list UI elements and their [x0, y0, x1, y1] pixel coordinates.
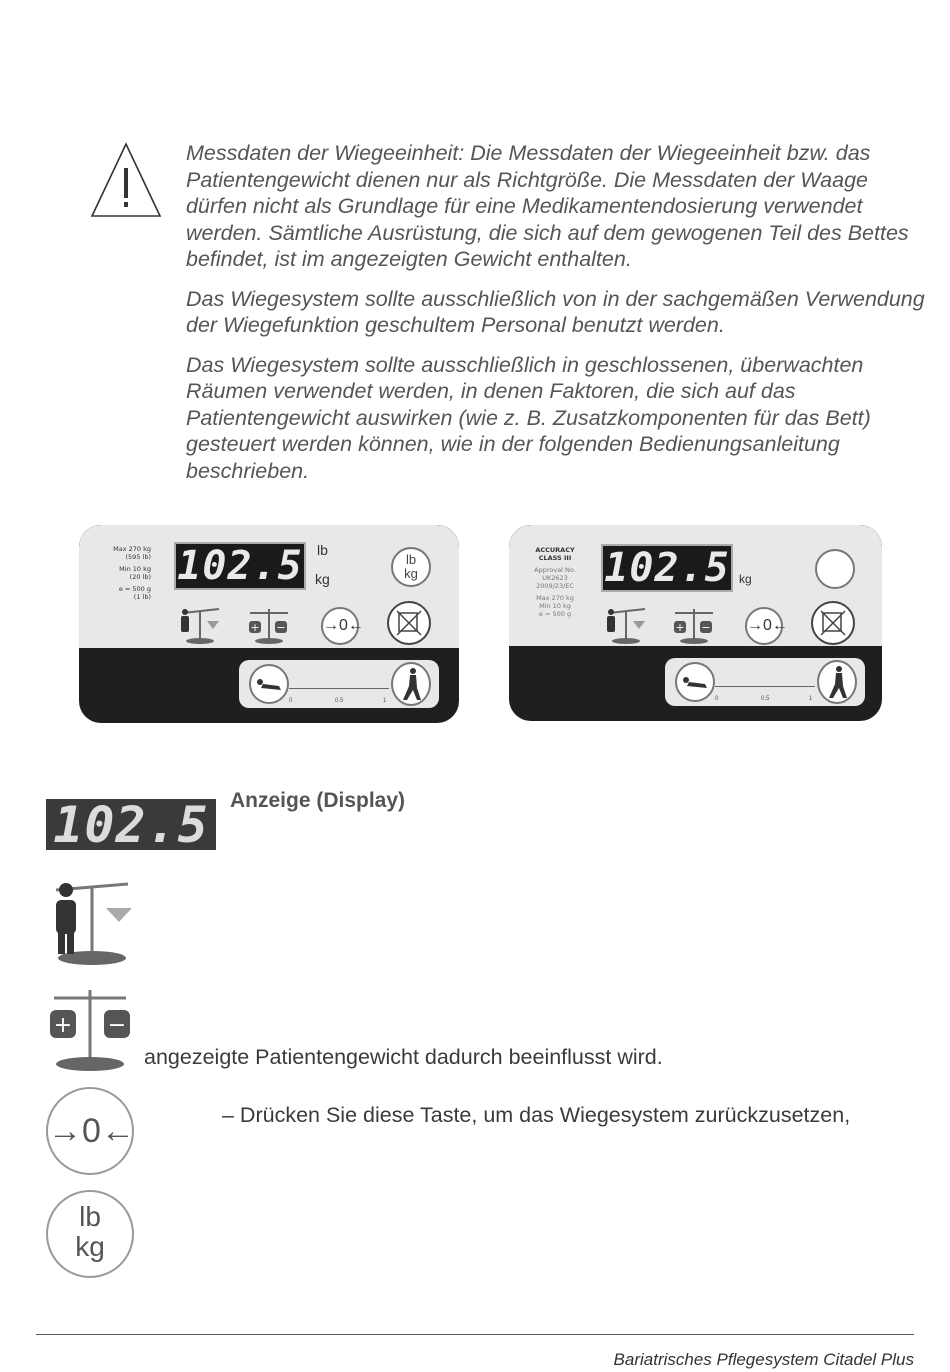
footer-rule — [36, 1334, 914, 1335]
panel-left-specs: Max 270 kg (595 lb) Min 10 kg (20 lb) e = 500 g (1 lb) — [113, 545, 151, 601]
exit-alarm-slider[interactable]: 0 0.5 1 — [239, 660, 439, 708]
zero-button[interactable]: →0← — [321, 607, 359, 645]
unit-kg-label: kg — [315, 571, 330, 587]
patient-exit-icon[interactable] — [817, 660, 857, 704]
legend-accessories-text: angezeigte Patientengewicht dadurch beeinflusst wird. — [144, 1045, 663, 1069]
svg-text:−: − — [701, 621, 711, 634]
control-panel-left — [79, 525, 459, 723]
svg-text:+: + — [250, 621, 260, 634]
exit-alarm-slider[interactable]: 0 0.5 1 — [665, 658, 865, 706]
svg-text:−: − — [107, 1013, 127, 1038]
patient-weight-icon[interactable] — [601, 603, 651, 645]
patient-weight-icon[interactable] — [175, 603, 225, 645]
unit-toggle-icon: lb kg — [46, 1190, 134, 1278]
patient-lying-icon[interactable] — [249, 664, 289, 704]
patient-weight-icon — [44, 878, 136, 968]
alarm-off-button[interactable] — [387, 601, 431, 645]
warning-paragraph-1: Messdaten der Wiegeeinheit: Die Messdaten der Wiegeeinheit bzw. das Patientengewicht dienen nur als Richtgröße. Die Messdaten der Waage dürfen nicht als Grundlage für eine Medikamentendosierung verwendet werden. Sämtliche Ausrüstung, die sich auf dem gewogenen Teil des Bettes befindet, ist im angezeigten Gewicht enthalten. — [186, 141, 909, 271]
weight-display: 102.5 — [174, 542, 306, 590]
legend-zero-text: – Drücken Sie diese Taste, um das Wiegesystem zurückzusetzen, — [222, 1103, 851, 1127]
control-panel-right — [509, 525, 882, 721]
accessories-weight-icon — [44, 984, 136, 1074]
legend-display-title: Anzeige (Display) — [230, 789, 406, 812]
warning-paragraph-3: Das Wiegesystem sollte ausschließlich in geschlossenen, überwachten Räumen verwendet werden, in denen Faktoren, die sich auf das Patientengewicht auswirken (wie z. B. Zusatzkomponenten für das Bett) gesteuert werden können, wie in der folgenden Bedienungsanleitung beschrieben. — [186, 352, 871, 483]
svg-text:+: + — [675, 621, 685, 634]
accessories-weight-icon[interactable] — [244, 603, 294, 645]
zero-icon: →0← — [46, 1087, 134, 1175]
accessories-weight-icon[interactable] — [669, 603, 719, 645]
alarm-off-button[interactable] — [811, 601, 855, 645]
legend-display: 102.5 — [46, 799, 216, 850]
footer-title: Bariatrisches Pflegesystem Citadel Plus — [613, 1350, 914, 1369]
unit-toggle-button[interactable]: lb kg — [391, 547, 431, 587]
unit-kg-label: kg — [739, 572, 752, 586]
svg-text:+: + — [53, 1013, 73, 1038]
unit-lb-label: lb — [317, 542, 328, 558]
warning-paragraph-2: Das Wiegesystem sollte ausschließlich von in der sachgemäßen Verwendung der Wiegefunktion geschultem Personal benutzt werden. — [186, 286, 925, 337]
patient-lying-icon[interactable] — [675, 662, 715, 702]
warning-triangle-icon — [90, 140, 162, 220]
patient-exit-icon[interactable] — [391, 662, 431, 706]
svg-text:−: − — [276, 621, 286, 634]
panel-right-specs: ACCURACY CLASS III Approval No. UK2623 2009/23/EC Max 270 kg Min 10 kg e = 500 g — [534, 546, 576, 618]
weight-display: 102.5 — [601, 544, 733, 592]
zero-button[interactable]: →0← — [745, 607, 783, 645]
blank-button[interactable] — [815, 549, 855, 589]
warning-text — [186, 140, 926, 484]
